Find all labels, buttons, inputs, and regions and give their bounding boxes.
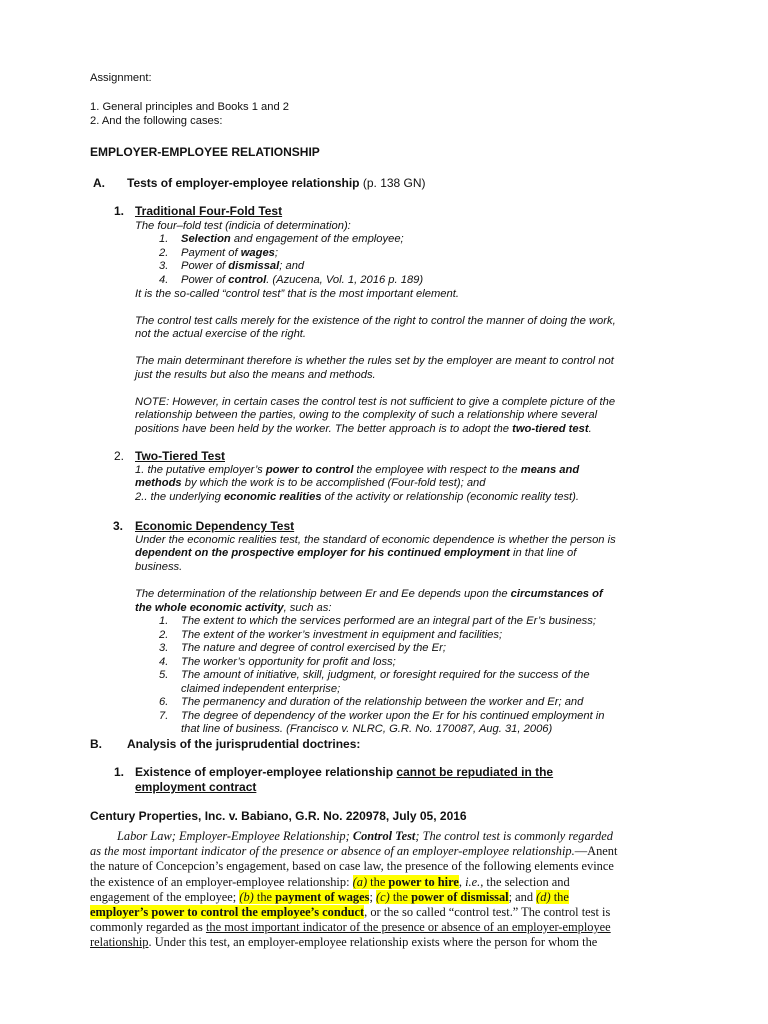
fourfold-item-num: 4. [159, 274, 169, 286]
case-line [90, 890, 569, 906]
text: ; The control test is commonly regarded [415, 829, 613, 843]
bold-text: dependent on the prospective employer for his continued employment [135, 547, 510, 559]
econ-item-num: 7. [159, 710, 169, 722]
text: , such as: [283, 602, 332, 614]
paragraph [135, 588, 603, 601]
twotiered-line [135, 464, 579, 477]
italic-text: i.e. [465, 875, 481, 889]
underlined-text: relationship [90, 935, 149, 949]
econ-item-num: 3. [159, 642, 169, 654]
item-bold: dismissal [228, 260, 280, 272]
item-bold: control [228, 274, 267, 286]
part-a-heading [127, 177, 426, 190]
note-paragraph: relationship between the parties, owing to the complexity of such a relationship where several [135, 409, 598, 421]
item-text: Power of [181, 260, 229, 272]
assignment-item: 2. And the following cases: [90, 115, 223, 127]
econ-item-num: 4. [159, 656, 169, 668]
note-paragraph: NOTE: However, in certain cases the control test is not sufficient to give a complete picture of the [135, 396, 616, 408]
part-b-sub-title [135, 766, 553, 779]
item-bold: wages [240, 247, 275, 259]
assignment-title: Assignment: [90, 72, 152, 84]
part-a-ref: (p. 138 GN) [359, 176, 426, 190]
paragraph: not the actual exercise of the right. [135, 328, 307, 340]
case-line [90, 875, 570, 891]
item-text: . (Azucena, Vol. 1, 2016 p. 189) [266, 274, 424, 286]
bold-text: circumstances of [510, 588, 603, 600]
highlight: (b) [239, 890, 254, 904]
fourfold-intro: The four–fold test (indicia of determination): [135, 220, 351, 232]
twotiered-line [135, 491, 579, 504]
text: in that line of [509, 547, 577, 559]
paragraph [135, 547, 576, 560]
item-text: Power of [181, 274, 229, 286]
text: . [588, 423, 592, 435]
twotiered-num: 2. [114, 449, 125, 463]
bold-text: two-tiered test [512, 423, 589, 435]
text: engagement of the employee; [90, 890, 240, 904]
case-line [90, 920, 611, 936]
bold-text: means and [520, 464, 580, 476]
paragraph: It is the so-called “control test” that is the most important element. [135, 288, 459, 300]
twotiered-line [135, 477, 486, 490]
part-b-letter: B. [90, 737, 102, 751]
econ-item: The degree of dependency of the worker upon the Er for his continued employment in [181, 710, 605, 722]
text: ; [369, 890, 376, 904]
econ-item: The permanency and duration of the relationship between the worker and Er; and [181, 696, 584, 708]
text: of the activity or relationship (economic reality test). [321, 491, 579, 503]
part-b-title: Analysis of the jurisprudential doctrines: [127, 737, 361, 751]
highlight: (d) [536, 890, 551, 904]
fourfold-item [181, 274, 423, 287]
text: ; and [508, 890, 537, 904]
item-text: and engagement of the employee; [230, 233, 404, 245]
part-a-title: Tests of employer-employee relationship [127, 176, 360, 190]
economic-num: 3. [113, 519, 124, 533]
part-a-letter: A. [93, 176, 105, 190]
fourfold-item [181, 233, 404, 246]
economic-title: Economic Dependency Test [135, 519, 295, 533]
paragraph [135, 602, 331, 615]
fourfold-item-num: 3. [159, 260, 169, 272]
econ-item-num: 1. [159, 615, 169, 627]
highlight: the [550, 890, 569, 904]
case-title: Century Properties, Inc. v. Babiano, G.R. No. 220978, July 05, 2016 [90, 809, 467, 823]
bold-text: Control Test [352, 829, 416, 843]
econ-item: The amount of initiative, skill, judgment, or foresight required for the success of the [181, 669, 590, 681]
case-line [90, 905, 610, 921]
highlight: (c) [375, 890, 390, 904]
highlight: power to hire [388, 875, 459, 889]
part-b-sub-title-cont: employment contract [135, 780, 257, 794]
text: , the selection and [480, 875, 570, 889]
bold-text: methods [135, 477, 182, 489]
econ-item-num: 5. [159, 669, 169, 681]
text: Labor Law; Employer-Employee Relationship; [117, 829, 353, 843]
econ-item-num: 2. [159, 629, 169, 641]
bold-text: the whole economic activity [135, 602, 284, 614]
highlight: payment of wages [275, 890, 370, 904]
econ-item: that line of business. (Francisco v. NLRC, G.R. No. 170087, Aug. 31, 2006) [181, 723, 553, 735]
fourfold-num: 1. [114, 204, 125, 218]
highlight: the [367, 875, 389, 889]
text: —Anent [574, 844, 618, 858]
text: The determination of the relationship between Er and Ee depends upon the [135, 588, 511, 600]
highlight: employer’s power to control the employee’s conduct [90, 905, 365, 919]
text: the employee with respect to the [353, 464, 521, 476]
bold-text: economic realities [223, 491, 322, 503]
fourfold-item-num: 1. [159, 233, 169, 245]
text: the existence of an employer-employee relationship: [90, 875, 353, 889]
econ-item: The extent to which the services performed are an integral part of the Er’s business; [181, 615, 596, 627]
text: , or the so called “control test.” The control test is [364, 905, 611, 919]
underlined-text: the most important indicator of the presence or absence of an employer-employee [205, 920, 611, 934]
text: by which the work is to be accomplished (Four-fold test); and [181, 477, 486, 489]
econ-item: The nature and degree of control exercised by the Er; [181, 642, 446, 654]
paragraph: The control test calls merely for the existence of the right to control the manner of doing the work, [135, 315, 616, 327]
item-text: ; [274, 247, 279, 259]
highlight: power of dismissal [411, 890, 509, 904]
paragraph: Under the economic realities test, the standard of economic dependence is whether the person is [135, 534, 616, 546]
case-line [90, 844, 617, 860]
bold-text: power to control [265, 464, 354, 476]
econ-item: The worker’s opportunity for profit and loss; [181, 656, 396, 668]
text: 1. the putative employer’s [135, 464, 266, 476]
case-line [117, 829, 613, 845]
fourfold-item [181, 260, 304, 273]
highlight: the [253, 890, 276, 904]
highlight: the [389, 890, 412, 904]
twotiered-title: Two-Tiered Test [135, 449, 226, 463]
assignment-item: 1. General principles and Books 1 and 2 [90, 101, 290, 113]
item-bold: Selection [181, 233, 231, 245]
highlight: (a) [352, 875, 368, 889]
text: Existence of employer-employee relationship [135, 765, 397, 779]
italic-text: as the most important indicator of the presence or absence of an employer-employee relationship. [90, 844, 575, 858]
section-heading: EMPLOYER-EMPLOYEE RELATIONSHIP [90, 145, 320, 159]
text: , [458, 875, 466, 889]
fourfold-item [181, 247, 278, 260]
case-line: the nature of Concepcion’s engagement, based on case law, the presence of the following elements evince [90, 859, 614, 873]
econ-item: The extent of the worker’s investment in equipment and facilities; [181, 629, 503, 641]
econ-item: claimed independent enterprise; [181, 683, 341, 695]
paragraph: just the results but also the means and methods. [135, 369, 376, 381]
item-text: Payment of [181, 247, 241, 259]
text: positions have been held by the worker. The better approach is to adopt the [135, 423, 513, 435]
paragraph: business. [135, 561, 183, 573]
text: . Under this test, an employer-employee relationship exists where the person for whom the [148, 935, 598, 949]
fourfold-title: Traditional Four-Fold Test [135, 204, 283, 218]
fourfold-item-num: 2. [159, 247, 169, 259]
text: 2.. the underlying [135, 491, 224, 503]
note-paragraph [135, 423, 592, 436]
paragraph: The main determinant therefore is whether the rules set by the employer are meant to control not [135, 355, 614, 367]
underlined-text: cannot be repudiated in the [396, 765, 554, 779]
part-b-sub-num: 1. [114, 765, 125, 779]
case-line [90, 935, 597, 951]
item-text: ; and [279, 260, 305, 272]
text: commonly regarded as [90, 920, 206, 934]
econ-item-num: 6. [159, 696, 169, 708]
